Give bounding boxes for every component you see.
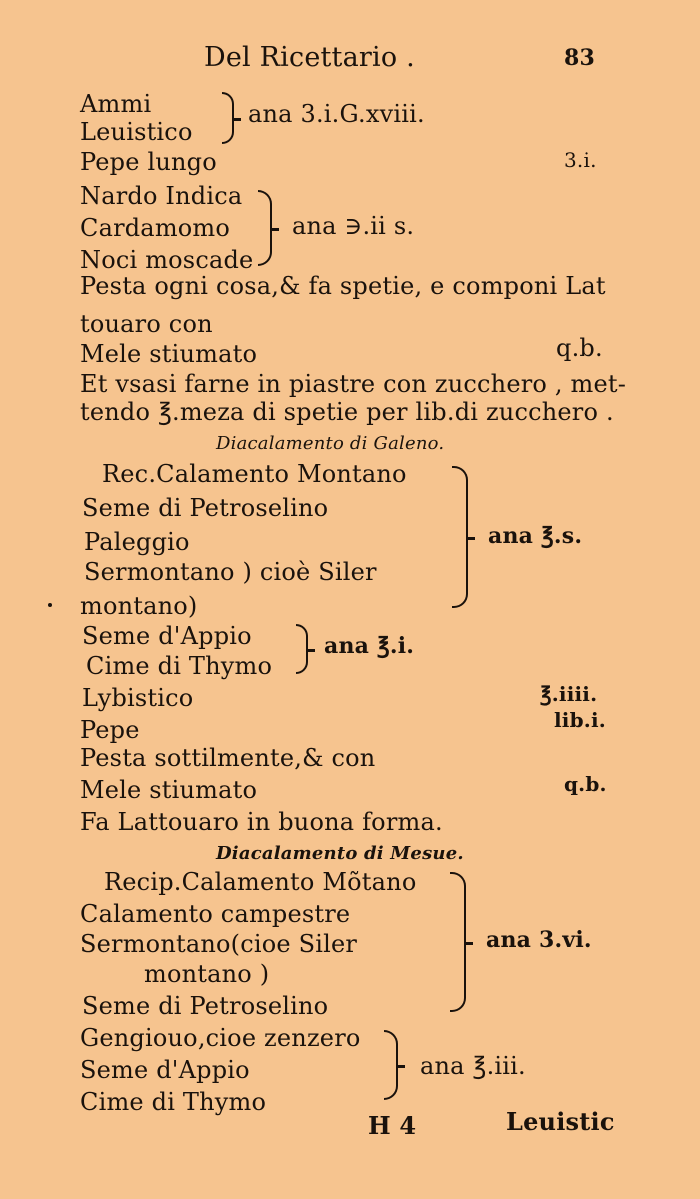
instruction-line: Pesta ogni cosa,& fa spetie, e componi Lat xyxy=(80,272,606,300)
catchword: Leuistic xyxy=(506,1107,615,1136)
ingredient-line: Cime di Thymo xyxy=(86,652,273,680)
ingredient-line: Lybistico xyxy=(82,684,194,712)
dosage-label: ana ℥.s. xyxy=(488,523,583,549)
quantity-label: ℥.iiii. xyxy=(540,682,598,706)
ingredient-line: Mele stiumato xyxy=(80,340,258,368)
ingredient-line: Nardo Indica xyxy=(80,182,243,210)
recipe-heading: Diacalamento di Mesue. xyxy=(216,843,464,864)
ingredient-line: Seme d'Appio xyxy=(82,622,252,650)
ingredient-line: Sermontano(cioe Siler xyxy=(80,930,358,958)
curly-brace xyxy=(384,1030,398,1100)
ingredient-line: Ammi xyxy=(80,90,152,118)
ingredient-line: Seme di Petroselino xyxy=(82,992,329,1020)
quantity-label: lib.i. xyxy=(554,708,606,732)
ingredient-line: Mele stiumato xyxy=(80,776,258,804)
ingredient-line: montano) xyxy=(80,592,198,620)
quantity-label: q.b. xyxy=(564,772,607,796)
page-number: 83 xyxy=(564,45,596,71)
quantity-label: q.b. xyxy=(556,334,603,362)
quantity-label: 3.i. xyxy=(564,148,597,172)
ingredient-line: Seme d'Appio xyxy=(80,1056,250,1084)
running-header: Del Ricettario . xyxy=(204,42,415,73)
instruction-line: Pesta sottilmente,& con xyxy=(80,744,376,772)
ingredient-line: Paleggio xyxy=(84,528,190,556)
ingredient-line: Gengiouo,cioe zenzero xyxy=(80,1024,361,1052)
ingredient-line: Sermontano ) cioè Siler xyxy=(84,558,377,586)
ingredient-line: Cardamomo xyxy=(80,214,231,242)
curly-brace xyxy=(296,624,308,674)
recipe-heading: Diacalamento di Galeno. xyxy=(216,433,445,454)
dosage-label: ana 3.i.G.xviii. xyxy=(248,100,425,128)
ingredient-line: Leuistico xyxy=(80,118,193,146)
curly-brace xyxy=(450,872,466,1012)
instruction-line: Et vsasi farne in piastre con zucchero , met- xyxy=(80,370,627,398)
instruction-line: touaro con xyxy=(80,310,213,338)
instruction-line: tendo ℥.meza di spetie per lib.di zucchero . xyxy=(80,398,614,426)
ingredient-line: Calamento campestre xyxy=(80,900,351,928)
curly-brace xyxy=(452,466,468,608)
curly-brace xyxy=(222,92,234,144)
ingredient-line: Pepe xyxy=(80,716,140,744)
dosage-label: ana ℥.iii. xyxy=(420,1052,526,1080)
curly-brace xyxy=(258,190,272,266)
dosage-label: ana ℥.i. xyxy=(324,633,415,659)
instruction-line: Fa Lattouaro in buona forma. xyxy=(80,808,443,836)
signature-mark: H 4 xyxy=(368,1111,417,1140)
ingredient-line: Recip.Calamento Mõtano xyxy=(104,868,417,896)
ingredient-line: Noci moscade xyxy=(80,246,254,274)
dosage-label: ana ∋.ii s. xyxy=(292,212,415,240)
ingredient-line: Cime di Thymo xyxy=(80,1088,267,1116)
ingredient-line: Seme di Petroselino xyxy=(82,494,329,522)
ingredient-line: montano ) xyxy=(144,960,270,988)
margin-dot xyxy=(48,603,52,607)
ingredient-line: Rec.Calamento Montano xyxy=(102,460,407,488)
ingredient-line: Pepe lungo xyxy=(80,148,217,176)
dosage-label: ana 3.vi. xyxy=(486,927,592,953)
